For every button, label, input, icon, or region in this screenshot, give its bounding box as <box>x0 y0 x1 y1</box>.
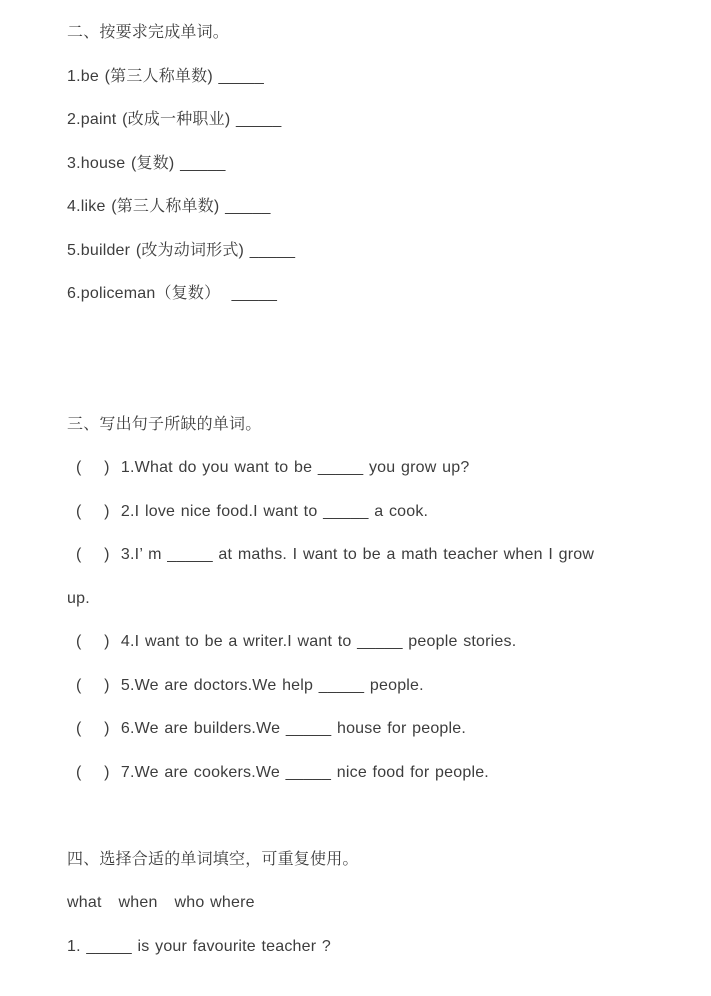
section-iii-item-4: ( ) 4.I want to be a writer.I want to _____ people stories. <box>76 633 517 650</box>
section-ii-item-6: 6.policeman（复数） _____ <box>67 285 278 302</box>
section-iii-item-7: ( ) 7.We are cookers.We _____ nice food for people. <box>76 763 489 781</box>
spacer <box>67 359 671 403</box>
section-iii-item-2: ( ) 2.I love nice food.I want to _____ a cook. <box>76 502 429 520</box>
section-ii-item-5: 5.builder (改为动词形式) _____ <box>67 241 296 259</box>
section-iv-item-1: 1. _____ is your favourite teacher ? <box>67 937 332 955</box>
section-ii-item-4: 4.like (第三人称单数) _____ <box>67 198 271 215</box>
section-iv-word-bank: what when who where <box>67 894 255 911</box>
section-ii-heading: 二、按要求完成单词。 <box>67 24 230 41</box>
section-iii-item-5: ( ) 5.We are doctors.We help _____ people. <box>76 676 424 694</box>
section-iii-heading: 三、写出句子所缺的单词。 <box>67 415 262 433</box>
section-iii-item-3: ( ) 3.I’ m _____ at maths. I want to be a math teacher when I grow <box>76 546 595 563</box>
section-ii-item-1: 1.be (第三人称单数) _____ <box>67 67 264 85</box>
spacer <box>67 794 671 838</box>
section-iv-heading: 四、选择合适的单词填空，可重复使用。 <box>67 850 359 868</box>
section-ii-item-3: 3.house (复数) _____ <box>67 154 226 172</box>
spacer <box>67 316 671 360</box>
section-ii-item-2: 2.paint (改成一种职业) _____ <box>67 111 282 128</box>
section-iii-item-3-continuation: up. <box>67 589 90 607</box>
section-iii-item-1: ( ) 1.What do you want to be _____ you grow up? <box>76 459 470 476</box>
section-iii-item-6: ( ) 6.We are builders.We _____ house for people. <box>76 720 467 737</box>
